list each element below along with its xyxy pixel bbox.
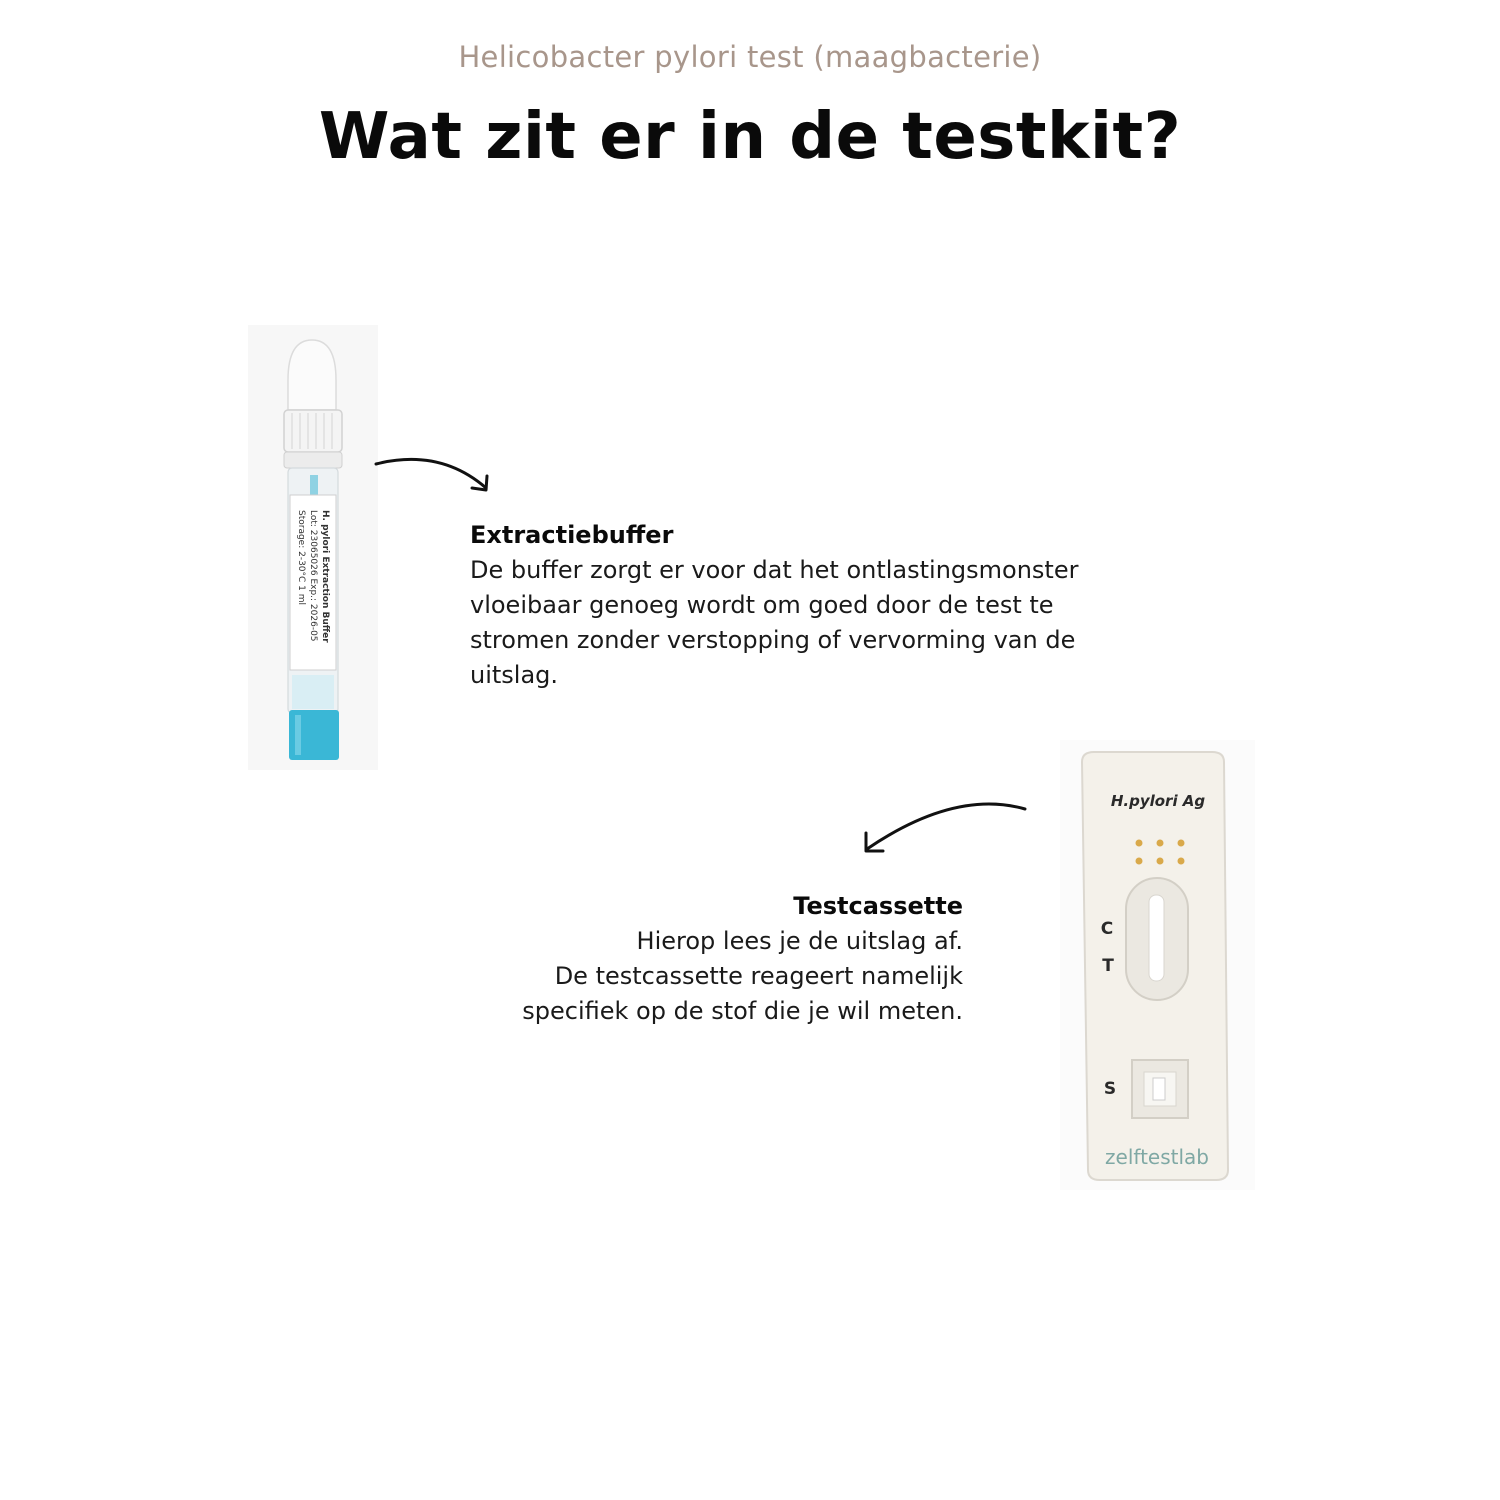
tube-label-line-1: H. pylori Extraction Buffer (320, 510, 330, 643)
buffer-text-line: vloeibaar genoeg wordt om goed door de test te (470, 591, 1054, 619)
page-title: Wat zit er in de testkit? (318, 100, 1182, 174)
brand-logo: zelftestlab (1105, 1145, 1209, 1169)
extraction-buffer-tube-image (248, 325, 378, 770)
cassette-text-line: Hierop lees je de uitslag af. (636, 927, 963, 955)
buffer-text-line: stromen zonder verstopping of vervorming van de (470, 626, 1076, 654)
buffer-text-line: De buffer zorgt er voor dat het ontlastingsmonster (470, 556, 1079, 584)
cassette-product-name: H.pylori Ag (1110, 792, 1206, 810)
buffer-heading: Extractiebuffer (470, 521, 674, 549)
curved-arrow-icon (855, 795, 1035, 860)
curved-arrow-icon (370, 450, 500, 510)
cassette-text-line: De testcassette reageert namelijk (554, 962, 963, 990)
cassette-text-line: specifiek op de stof die je wil meten. (522, 997, 963, 1025)
buffer-text-line: uitslag. (470, 661, 559, 689)
test-cassette-image (1060, 740, 1255, 1190)
marker-t: T (1102, 956, 1114, 976)
tube-label-line-3: Storage: 2-30°C 1 ml (296, 510, 306, 606)
cassette-description (460, 889, 963, 1029)
tube-label-line-2: Lot: 23065026 Exp.: 2026-05 (308, 510, 318, 642)
buffer-description (470, 518, 1150, 693)
cassette-heading: Testcassette (793, 892, 963, 920)
marker-s: S (1103, 1079, 1117, 1099)
marker-c: C (1100, 919, 1114, 939)
page-subtitle: Helicobacter pylori test (maagbacterie) (458, 40, 1042, 74)
